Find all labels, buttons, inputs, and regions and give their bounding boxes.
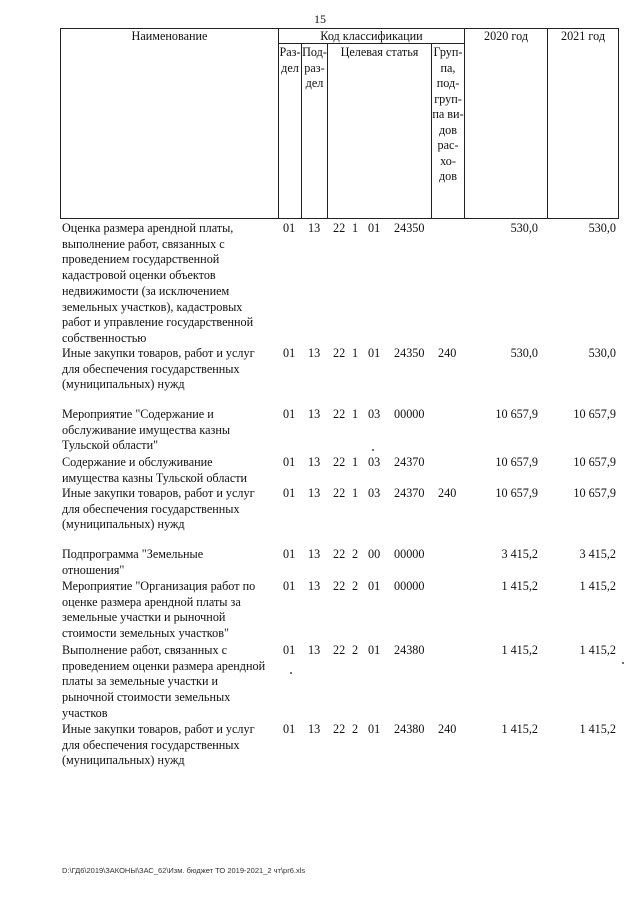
row-razdel: 01 <box>283 346 296 360</box>
row-cs-subprogram: 2 <box>352 643 359 657</box>
row-podrazdel: 13 <box>308 579 321 593</box>
row-cs-subprogram: 1 <box>352 486 359 500</box>
row-name: Иные закупки товаров, работ и услуг для обеспечения государственных (муниципальных) нужд <box>62 346 255 392</box>
row-2020: 10 657,9 <box>495 407 538 421</box>
row-cs-measure: 01 <box>368 722 381 736</box>
row-cs-program: 22 <box>333 643 346 657</box>
row-vr: 240 <box>438 722 457 736</box>
row-cs-subprogram: 2 <box>352 547 359 561</box>
row-cs-program: 22 <box>333 407 346 421</box>
row-name: Мероприятие "Содержание и обслуживание имущества казны Тульской области" <box>62 407 231 453</box>
row-podrazdel: 13 <box>308 722 321 736</box>
row-vr: 240 <box>438 486 457 500</box>
row-razdel: 01 <box>283 579 296 593</box>
row-2021: 3 415,2 <box>579 547 616 561</box>
row-2021: 530,0 <box>588 346 616 360</box>
row-cs-subprogram: 2 <box>352 579 359 593</box>
row-2020: 1 415,2 <box>501 579 538 593</box>
row-2021: 10 657,9 <box>573 455 616 469</box>
row-cs-program: 22 <box>333 722 346 736</box>
row-2020: 1 415,2 <box>501 643 538 657</box>
row-cs-direction: 24380 <box>394 722 425 736</box>
page-number: 15 <box>314 12 326 26</box>
row-razdel: 01 <box>283 547 296 561</box>
scan-speck <box>290 672 292 674</box>
row-2020: 530,0 <box>510 221 538 235</box>
row-2021: 10 657,9 <box>573 486 616 500</box>
row-podrazdel: 13 <box>308 221 321 235</box>
header-razdel-label: Раз- дел <box>279 45 301 75</box>
row-cs-measure: 01 <box>368 221 381 235</box>
row-podrazdel: 13 <box>308 643 321 657</box>
row-cs-direction: 24370 <box>394 455 425 469</box>
row-vr: 240 <box>438 346 457 360</box>
row-cs-program: 22 <box>333 547 346 561</box>
file-path-footer: D:\ГД6\2019\ЗАКОНЫ\ЗАС_62\Изм. бюджет ТО 2019-2021_2 чт\pr6.xls <box>62 866 306 875</box>
header-name-label: Наименование <box>131 29 208 43</box>
row-cs-measure: 03 <box>368 407 381 421</box>
row-2021: 1 415,2 <box>579 643 616 657</box>
row-cs-direction: 24350 <box>394 346 425 360</box>
row-razdel: 01 <box>283 722 296 736</box>
header-2020-label: 2020 год <box>483 29 529 43</box>
row-2021: 1 415,2 <box>579 722 616 736</box>
row-cs-subprogram: 2 <box>352 722 359 736</box>
row-cs-measure: 01 <box>368 643 381 657</box>
row-podrazdel: 13 <box>308 455 321 469</box>
row-podrazdel: 13 <box>308 547 321 561</box>
row-razdel: 01 <box>283 455 296 469</box>
row-cs-measure: 03 <box>368 455 381 469</box>
header-target-label: Целевая статья <box>340 45 419 59</box>
row-cs-direction: 24380 <box>394 643 425 657</box>
header-gruppa-label: Груп- па, под- груп- па ви- дов рас- хо- дов <box>432 45 464 183</box>
row-cs-subprogram: 1 <box>352 455 359 469</box>
row-name: Содержание и обслуживание имущества казны Тульской области <box>62 455 248 485</box>
row-name: Иные закупки товаров, работ и услуг для обеспечения государственных (муниципальных) нужд <box>62 722 255 768</box>
row-name: Подпрограмма "Земельные отношения" <box>62 547 204 577</box>
row-razdel: 01 <box>283 486 296 500</box>
scan-speck <box>372 449 374 451</box>
row-cs-subprogram: 1 <box>352 407 359 421</box>
row-cs-subprogram: 1 <box>352 221 359 235</box>
row-2021: 10 657,9 <box>573 407 616 421</box>
header-podrazdel-label: Под- раз- дел <box>302 45 327 90</box>
header-2021-label: 2021 год <box>560 29 606 43</box>
row-cs-measure: 03 <box>368 486 381 500</box>
header-target-cell <box>327 43 432 219</box>
row-2020: 3 415,2 <box>501 547 538 561</box>
row-name: Иные закупки товаров, работ и услуг для обеспечения государственных (муниципальных) нужд <box>62 486 255 532</box>
header-2020-cell <box>464 28 548 219</box>
row-cs-direction: 24350 <box>394 221 425 235</box>
row-razdel: 01 <box>283 407 296 421</box>
row-cs-program: 22 <box>333 455 346 469</box>
row-razdel: 01 <box>283 221 296 235</box>
row-name: Выполнение работ, связанных с проведением оценки размера арендной платы за земельные участки и рыночной стоимости земельных участков <box>62 643 266 720</box>
row-podrazdel: 13 <box>308 407 321 421</box>
header-code-group-label: Код классификации <box>320 29 423 43</box>
row-cs-program: 22 <box>333 579 346 593</box>
header-name-cell <box>60 28 279 219</box>
row-razdel: 01 <box>283 643 296 657</box>
row-cs-measure: 01 <box>368 346 381 360</box>
scan-speck <box>622 662 624 664</box>
row-cs-measure: 01 <box>368 579 381 593</box>
row-cs-direction: 24370 <box>394 486 425 500</box>
row-2020: 10 657,9 <box>495 486 538 500</box>
header-2021-cell <box>547 28 619 219</box>
row-cs-measure: 00 <box>368 547 381 561</box>
row-cs-program: 22 <box>333 486 346 500</box>
row-cs-program: 22 <box>333 221 346 235</box>
row-cs-direction: 00000 <box>394 579 425 593</box>
row-cs-program: 22 <box>333 346 346 360</box>
row-cs-direction: 00000 <box>394 547 425 561</box>
row-podrazdel: 13 <box>308 346 321 360</box>
row-cs-direction: 00000 <box>394 407 425 421</box>
row-2020: 10 657,9 <box>495 455 538 469</box>
row-name: Мероприятие "Организация работ по оценке размера арендной платы за земельные участки и рыночной стоимости земельных участков" <box>62 579 256 641</box>
row-2020: 1 415,2 <box>501 722 538 736</box>
row-podrazdel: 13 <box>308 486 321 500</box>
row-2021: 1 415,2 <box>579 579 616 593</box>
row-cs-subprogram: 1 <box>352 346 359 360</box>
row-2021: 530,0 <box>588 221 616 235</box>
row-name: Оценка размера арендной платы, выполнение работ, связанных с проведением государственной кадастровой оценки объектов недвижимости (за исключением земельных участков), кадастровых работ и управление государственной собственностью <box>62 221 254 345</box>
row-2020: 530,0 <box>510 346 538 360</box>
